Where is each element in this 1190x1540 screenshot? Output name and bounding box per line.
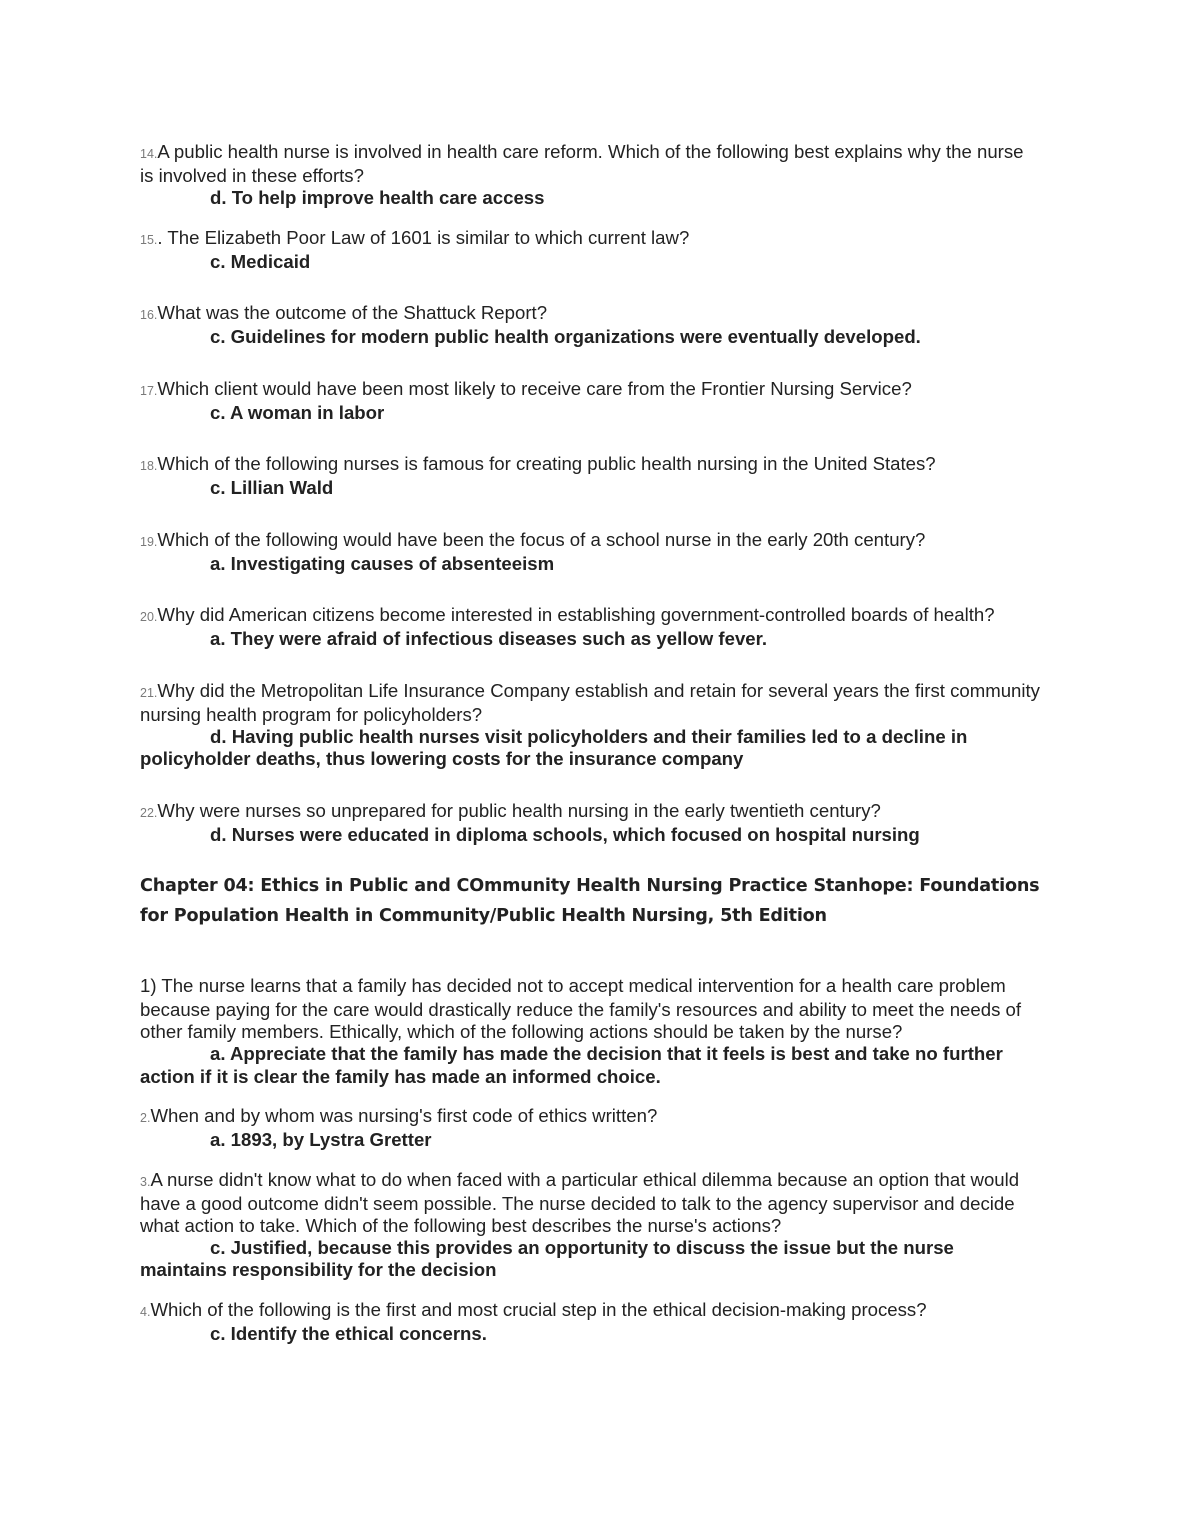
question-number: 18.: [140, 459, 158, 473]
question-stem: What was the outcome of the Shattuck Report?: [157, 302, 548, 323]
question-text: [140, 529, 1040, 553]
answer-text: d. Nurses were educated in diploma schools, which focused on hospital nursing: [210, 823, 920, 845]
question-stem: A public health nurse is involved in health care reform. Which of the following best explains why the nurse is involved in these efforts?: [140, 141, 1024, 186]
question-block-20: [140, 604, 1040, 651]
question-block-2: [140, 1105, 1040, 1152]
question-number: 20.: [140, 610, 158, 624]
question-stem: Which client would have been most likely to receive care from the Frontier Nursing Service?: [157, 377, 912, 399]
question-block-17: [140, 378, 1040, 425]
question-block-1: [140, 975, 1040, 1088]
question-stem: Which of the following nurses is famous for creating public health nursing in the United States?: [157, 453, 936, 474]
question-block-21: [140, 680, 1040, 771]
question-number: 16.: [140, 308, 158, 322]
question-stem: . The Elizabeth Poor Law of 1601 is similar to which current law?: [157, 226, 690, 248]
question-block-19: [140, 529, 1040, 576]
answer-text: c. Lillian Wald: [210, 477, 334, 498]
document-page: [140, 141, 1040, 1345]
question-number: 22.: [140, 805, 158, 820]
question-block-3: [140, 1169, 1040, 1282]
question-number: 2.: [140, 1111, 151, 1125]
question-stem: Which of the following would have been the focus of a school nurse in the early 20th century?: [157, 528, 926, 550]
chapter-heading: Chapter 04: Ethics in Public and COmmunity Health Nursing Practice Stanhope: Foundations for Population Health in Community/Public Health Nursing, 5th Edition: [140, 876, 1040, 926]
answer-text: d. To help improve health care access: [210, 187, 545, 208]
question-block-14: [140, 141, 1040, 210]
answer-text: c. Guidelines for modern public health organizations were eventually developed.: [210, 326, 921, 347]
answer-text: d. Having public health nurses visit policyholders and their families led to a decline in policyholder deaths, thus lowering costs for the insurance company: [140, 725, 968, 769]
answer-text: c. A woman in labor: [210, 401, 385, 423]
question-number: 19.: [140, 534, 158, 549]
question-text: [140, 302, 1040, 326]
question-stem: Why did American citizens become interested in establishing government-controlled boards of health?: [157, 604, 995, 625]
question-number: 14.: [140, 147, 158, 161]
question-stem: When and by whom was nursing's first code of ethics written?: [150, 1105, 658, 1126]
question-stem: Why did the Metropolitan Life Insurance Company establish and retain for several years the first community nursing health program for policyholders?: [140, 679, 1040, 725]
question-block-18: [140, 453, 1040, 500]
question-stem: A nurse didn't know what to do when faced with a particular ethical dilemma because an option that would have a good outcome didn't seem possible. The nurse decided to talk to the agency supervisor and decide what action to take. Which of the following best describes the nurse's actions?: [140, 1168, 1020, 1236]
question-text: [140, 975, 1040, 1043]
question-number: 3.: [140, 1174, 151, 1189]
question-stem: Which of the following is the first and most crucial step in the ethical decision-making process?: [150, 1298, 927, 1320]
answer-text: c. Identify the ethical concerns.: [210, 1322, 487, 1344]
question-block-15: [140, 227, 1040, 274]
question-number: 15.: [140, 232, 158, 247]
question-number: 4.: [140, 1304, 151, 1319]
answer-text: a. They were afraid of infectious diseases such as yellow fever.: [210, 628, 768, 649]
question-text: [140, 453, 1040, 477]
question-stem: 1) The nurse learns that a family has decided not to accept medical intervention for a health care problem because paying for the care would drastically reduce the family's resources and ability to meet the needs of other family members. Ethically, which of the following actions should be taken by the nurse?: [140, 975, 1022, 1042]
question-number: 17.: [140, 383, 158, 398]
question-stem: Why were nurses so unprepared for public health nursing in the early twentieth century?: [157, 799, 881, 821]
question-text: [140, 1169, 1040, 1237]
question-text: [140, 1105, 1040, 1129]
question-text: [140, 680, 1040, 726]
answer-text: c. Justified, because this provides an opportunity to discuss the issue but the nurse maintains responsibility for the decision: [140, 1236, 954, 1280]
question-number: 21.: [140, 685, 158, 700]
question-block-16: [140, 302, 1040, 349]
question-text: [140, 1299, 1040, 1323]
question-block-22: [140, 800, 1040, 847]
question-text: [140, 141, 1040, 187]
answer-text: a. Investigating causes of absenteeism: [210, 552, 555, 574]
question-text: [140, 604, 1040, 628]
question-block-4: [140, 1299, 1040, 1346]
answer-text: a. Appreciate that the family has made the decision that it feels is best and take no further action if it is clear the family has made an informed choice.: [140, 1043, 1003, 1087]
question-text: [140, 800, 1040, 824]
question-text: [140, 227, 1040, 251]
answer-text: a. 1893, by Lystra Gretter: [210, 1129, 432, 1150]
answer-text: c. Medicaid: [210, 250, 311, 272]
question-text: [140, 378, 1040, 402]
